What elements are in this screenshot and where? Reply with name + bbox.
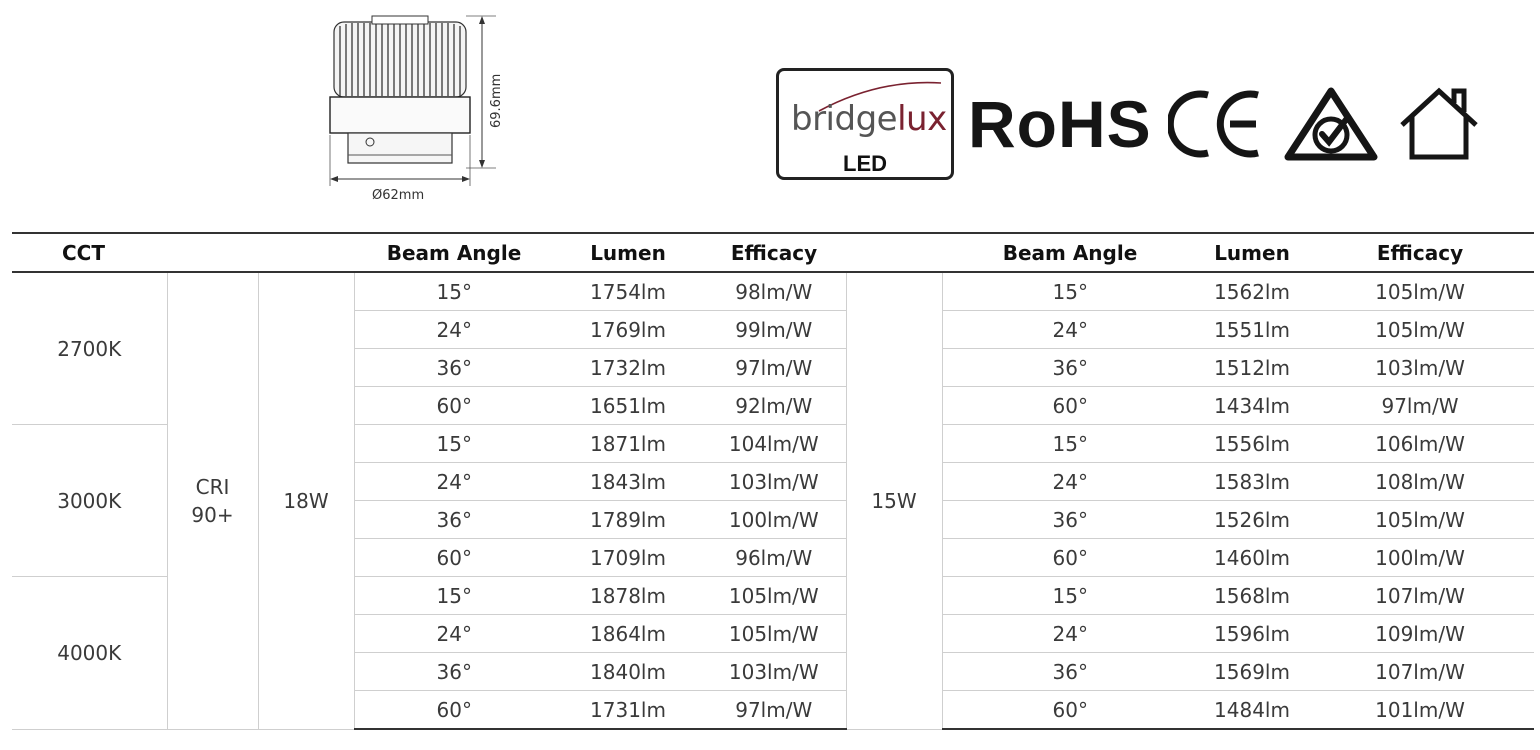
lumen-cell: 1731lm	[554, 691, 702, 730]
lumen-cell: 1864lm	[554, 615, 702, 653]
efficacy-cell: 97lm/W	[702, 691, 846, 730]
cct-cell: 3000K	[12, 425, 167, 577]
beam-angle-cell: 15°	[354, 577, 554, 615]
bridgelux-word-b: lux	[897, 99, 947, 139]
beam-angle-cell: 60°	[354, 691, 554, 730]
specification-table	[12, 232, 1534, 730]
efficacy-cell-b: 109lm/W	[1306, 615, 1534, 653]
diameter-dimension-label: Ø62mm	[372, 188, 425, 203]
lumen-cell: 1871lm	[554, 425, 702, 463]
lumen-cell: 1789lm	[554, 501, 702, 539]
rohs-mark: RoHS	[968, 87, 1152, 161]
indoor-use-icon	[1396, 85, 1482, 163]
lumen-cell-b: 1434lm	[1198, 387, 1306, 425]
header-beam-angle-b: Beam Angle	[942, 233, 1198, 272]
lumen-cell-b: 1526lm	[1198, 501, 1306, 539]
header-lumen-b: Lumen	[1198, 233, 1306, 272]
product-dimension-drawing	[320, 10, 510, 210]
lumen-cell: 1843lm	[554, 463, 702, 501]
beam-angle-cell-b: 15°	[942, 272, 1198, 311]
efficacy-cell: 98lm/W	[702, 272, 846, 311]
beam-angle-cell: 24°	[354, 311, 554, 349]
lumen-cell-b: 1568lm	[1198, 577, 1306, 615]
lumen-cell: 1769lm	[554, 311, 702, 349]
efficacy-cell-b: 105lm/W	[1306, 272, 1534, 311]
beam-angle-cell: 24°	[354, 463, 554, 501]
efficacy-cell: 92lm/W	[702, 387, 846, 425]
efficacy-cell-b: 107lm/W	[1306, 577, 1534, 615]
beam-angle-cell-b: 15°	[942, 577, 1198, 615]
header-efficacy: Efficacy	[702, 233, 846, 272]
efficacy-cell-b: 101lm/W	[1306, 691, 1534, 730]
lumen-cell: 1754lm	[554, 272, 702, 311]
efficacy-cell-b: 107lm/W	[1306, 653, 1534, 691]
cri-value: 90+	[191, 502, 234, 527]
efficacy-cell: 96lm/W	[702, 539, 846, 577]
efficacy-cell-b: 105lm/W	[1306, 311, 1534, 349]
table-body	[12, 272, 1534, 729]
header-area	[0, 0, 1540, 230]
lumen-cell: 1840lm	[554, 653, 702, 691]
efficacy-cell-b: 108lm/W	[1306, 463, 1534, 501]
lumen-cell: 1732lm	[554, 349, 702, 387]
efficacy-cell-b: 105lm/W	[1306, 501, 1534, 539]
efficacy-cell-b: 106lm/W	[1306, 425, 1534, 463]
heatsink-fins	[340, 23, 460, 96]
lumen-cell-b: 1460lm	[1198, 539, 1306, 577]
power-cell-15w: 15W	[846, 272, 942, 729]
beam-angle-cell: 24°	[354, 615, 554, 653]
cct-cell: 2700K	[12, 272, 167, 425]
beam-angle-cell: 15°	[354, 272, 554, 311]
lumen-cell-b: 1596lm	[1198, 615, 1306, 653]
efficacy-cell: 103lm/W	[702, 463, 846, 501]
beam-angle-cell-b: 60°	[942, 387, 1198, 425]
lumen-cell-b: 1569lm	[1198, 653, 1306, 691]
efficacy-cell: 97lm/W	[702, 349, 846, 387]
beam-angle-cell-b: 36°	[942, 653, 1198, 691]
beam-angle-cell: 15°	[354, 425, 554, 463]
ce-mark-icon	[1168, 89, 1266, 159]
header-lumen: Lumen	[554, 233, 702, 272]
cri-label: CRI	[195, 474, 230, 499]
lumen-cell-b: 1551lm	[1198, 311, 1306, 349]
beam-angle-cell-b: 36°	[942, 349, 1198, 387]
beam-angle-cell-b: 60°	[942, 539, 1198, 577]
lumen-cell-b: 1512lm	[1198, 349, 1306, 387]
efficacy-cell-b: 100lm/W	[1306, 539, 1534, 577]
height-dimension-label: 69.6mm	[489, 73, 504, 128]
beam-angle-cell-b: 15°	[942, 425, 1198, 463]
lumen-cell: 1878lm	[554, 577, 702, 615]
beam-angle-cell-b: 36°	[942, 501, 1198, 539]
beam-angle-cell: 36°	[354, 349, 554, 387]
beam-angle-cell-b: 24°	[942, 463, 1198, 501]
certification-logos	[776, 66, 1482, 182]
efficacy-cell: 104lm/W	[702, 425, 846, 463]
table-header-row	[12, 233, 1534, 272]
beam-angle-cell: 60°	[354, 387, 554, 425]
efficacy-cell: 100lm/W	[702, 501, 846, 539]
beam-angle-cell: 36°	[354, 501, 554, 539]
header-cct: CCT	[12, 233, 354, 272]
lumen-cell-b: 1556lm	[1198, 425, 1306, 463]
beam-angle-cell-b: 24°	[942, 311, 1198, 349]
cct-cell: 4000K	[12, 577, 167, 730]
header-beam-angle: Beam Angle	[354, 233, 554, 272]
efficacy-cell: 103lm/W	[702, 653, 846, 691]
rcm-mark-icon	[1282, 85, 1380, 163]
power-cell-18w: 18W	[258, 272, 354, 729]
lumen-cell-b: 1484lm	[1198, 691, 1306, 730]
lumen-cell: 1709lm	[554, 539, 702, 577]
lumen-cell: 1651lm	[554, 387, 702, 425]
beam-angle-cell: 36°	[354, 653, 554, 691]
header-efficacy-b: Efficacy	[1306, 233, 1534, 272]
efficacy-cell-b: 97lm/W	[1306, 387, 1534, 425]
bridgelux-logo-icon	[776, 68, 954, 180]
beam-angle-cell: 60°	[354, 539, 554, 577]
bridgelux-word-a: bridge	[791, 99, 898, 139]
efficacy-cell-b: 103lm/W	[1306, 349, 1534, 387]
efficacy-cell: 105lm/W	[702, 615, 846, 653]
cri-cell	[167, 272, 258, 729]
table-row	[12, 272, 1534, 311]
bridgelux-led-label: LED	[843, 151, 887, 176]
lumen-cell-b: 1562lm	[1198, 272, 1306, 311]
efficacy-cell: 105lm/W	[702, 577, 846, 615]
beam-angle-cell-b: 24°	[942, 615, 1198, 653]
efficacy-cell: 99lm/W	[702, 311, 846, 349]
lumen-cell-b: 1583lm	[1198, 463, 1306, 501]
beam-angle-cell-b: 60°	[942, 691, 1198, 730]
